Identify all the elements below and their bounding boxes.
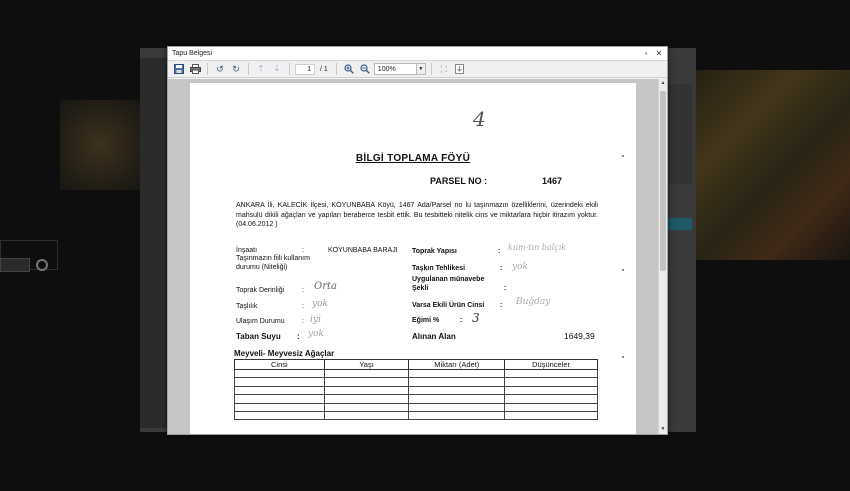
zoom-out-icon[interactable] bbox=[358, 62, 372, 76]
toolbar-separator bbox=[289, 63, 290, 75]
field-munavebe-label-2: Şekli bbox=[412, 285, 429, 292]
background-right-panel bbox=[668, 84, 692, 184]
field-egimi-value: 3 bbox=[472, 311, 480, 325]
table-row bbox=[235, 403, 598, 411]
pdf-toolbar bbox=[168, 61, 667, 78]
field-toprak-derinligi-value: Orta bbox=[314, 281, 337, 292]
background-right-tab bbox=[668, 218, 692, 230]
field-insaat-label: İnşaatı bbox=[236, 247, 258, 254]
trees-table bbox=[234, 359, 598, 420]
rotate-ccw-icon[interactable]: ↺ bbox=[216, 63, 224, 74]
field-egimi-label: Eğimi % bbox=[412, 317, 440, 324]
field-taslilik-value: yok bbox=[312, 299, 328, 309]
field-tasinmaz-label-2: durumu (Niteliği) bbox=[236, 264, 288, 271]
toolbar-separator bbox=[207, 63, 208, 75]
tapu-belgesi-window bbox=[167, 46, 668, 435]
table-row bbox=[235, 386, 598, 394]
document-title: BİLGİ TOPLAMA FÖYÜ bbox=[355, 153, 471, 164]
page-total: / 1 bbox=[320, 65, 328, 73]
scrollbar-thumb[interactable] bbox=[660, 91, 666, 271]
field-varsa-ekili-value: Buğday bbox=[516, 297, 551, 307]
field-munavebe-label: Uygulanan münavebe bbox=[412, 276, 485, 283]
scan-mark bbox=[622, 269, 624, 271]
table-header: Düşünceler bbox=[505, 360, 598, 370]
chevron-down-icon[interactable]: ▼ bbox=[416, 64, 425, 74]
zoom-in-icon[interactable] bbox=[342, 62, 356, 76]
background-input bbox=[0, 258, 30, 272]
toolbar-separator bbox=[431, 63, 432, 75]
scroll-down-icon[interactable]: ▼ bbox=[660, 426, 666, 432]
table-row bbox=[235, 411, 598, 419]
field-tasinmaz-label: Taşınmazın fiili kullanım bbox=[236, 255, 310, 262]
background-radio bbox=[36, 259, 48, 271]
toolbar-separator bbox=[248, 63, 249, 75]
window-titlebar[interactable] bbox=[168, 47, 667, 61]
table-caption: Meyveli- Meyvesiz Ağaçlar bbox=[234, 349, 335, 358]
scroll-up-icon[interactable]: ▲ bbox=[660, 80, 666, 86]
field-ulasim-colon: : bbox=[302, 318, 304, 325]
maximize-icon[interactable]: ▫ bbox=[644, 48, 648, 58]
field-taslilik-label: Taşlılık bbox=[236, 303, 258, 310]
print-icon[interactable] bbox=[188, 62, 202, 76]
arrow-down-icon[interactable]: 🡓 bbox=[274, 63, 280, 73]
table-row bbox=[235, 378, 598, 386]
field-taban-suyu-value: yok bbox=[308, 329, 324, 339]
field-insaat-value: KOYUNBABA BARAJI bbox=[328, 247, 398, 254]
parsel-label: PARSEL NO : bbox=[430, 176, 488, 186]
field-alinan-alan-label: Alınan Alan bbox=[412, 332, 456, 341]
field-toprak-yapisi-label: Toprak Yapısı bbox=[412, 248, 457, 255]
field-taslilik-colon: : bbox=[302, 303, 304, 310]
pdf-viewer[interactable] bbox=[168, 79, 667, 434]
field-taskin-label: Taşkın Tehlikesi bbox=[412, 265, 466, 272]
field-taskin-value: yok bbox=[512, 262, 528, 272]
arrow-up-icon[interactable]: 🡑 bbox=[258, 63, 264, 73]
download-icon[interactable] bbox=[453, 62, 467, 76]
field-toprak-yapisi-colon: : bbox=[498, 248, 501, 255]
table-row bbox=[235, 395, 598, 403]
table-header: Miktarı (Adet) bbox=[409, 360, 505, 370]
page-number-input[interactable]: 1 bbox=[295, 64, 315, 75]
field-toprak-derinligi-label: Toprak Derinliği bbox=[236, 287, 285, 294]
handwritten-page-number: 4 bbox=[473, 107, 486, 131]
vertical-scrollbar[interactable] bbox=[658, 79, 667, 434]
parsel-value: 1467 bbox=[542, 176, 563, 186]
field-taban-suyu-colon: : bbox=[297, 332, 300, 341]
field-ulasim-value: iyi bbox=[310, 315, 321, 325]
field-varsa-ekili-label: Varsa Ekili Ürün Cinsi bbox=[412, 302, 485, 309]
field-toprak-yapisi-value: kum-tın balçık bbox=[508, 243, 567, 252]
document-paragraph: ANKARA İli, KALECİK İlçesi, KOYUNBABA Köyü, 1467 Ada/Parsel no lu taşınmazın özelliklerini, üzerindeki ekili mahsulü dikili ağaçları ve yapıları beraberce tesbit ettik. Bu tesbitteki nitelik cins ve miktarlara hiçbir itirazım yoktur. (04.06.2012 ) bbox=[236, 202, 598, 228]
background-sidebar bbox=[140, 58, 170, 428]
background-map-right bbox=[695, 70, 850, 260]
field-ulasim-label: Ulaşım Durumu bbox=[236, 318, 285, 325]
field-taskin-colon: : bbox=[500, 265, 503, 272]
window-title: Tapu Belgesi bbox=[172, 50, 213, 57]
table-header: Yaşı bbox=[324, 360, 409, 370]
table-header: Cinsi bbox=[235, 360, 325, 370]
scan-mark bbox=[622, 155, 624, 157]
save-icon[interactable] bbox=[172, 62, 186, 76]
zoom-value: 100% bbox=[377, 66, 396, 73]
toolbar-separator bbox=[336, 63, 337, 75]
close-icon[interactable]: ✕ bbox=[655, 48, 663, 58]
rotate-cw-icon[interactable]: ↻ bbox=[232, 63, 240, 74]
field-taban-suyu-label: Taban Suyu bbox=[236, 332, 281, 341]
scan-mark bbox=[622, 356, 624, 358]
field-varsa-ekili-colon: : bbox=[500, 302, 503, 309]
field-munavebe-colon: : bbox=[504, 285, 507, 292]
field-toprak-derinligi-colon: : bbox=[302, 287, 304, 294]
field-insaat-colon: : bbox=[302, 247, 304, 254]
table-row bbox=[235, 370, 598, 378]
table-header-row bbox=[235, 360, 598, 370]
fit-page-icon[interactable]: ⛶ bbox=[440, 63, 447, 74]
document-page bbox=[190, 83, 636, 434]
field-alinan-alan-value: 1649,39 bbox=[564, 331, 595, 341]
field-egimi-colon: : bbox=[460, 317, 463, 324]
zoom-select[interactable] bbox=[374, 63, 426, 75]
